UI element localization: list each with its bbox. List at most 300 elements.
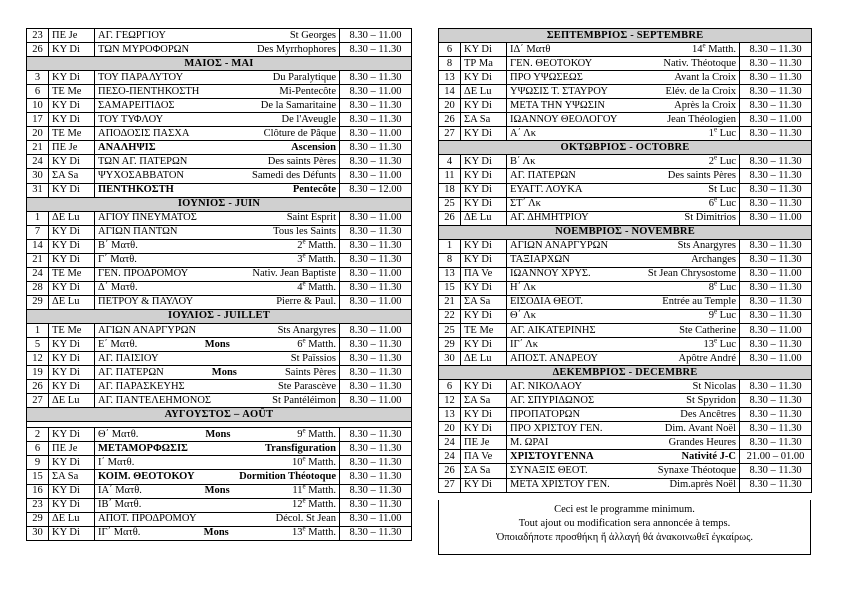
feast-greek: ΕΙΣΟΔΙΑ ΘΕΟΤ. (510, 296, 584, 308)
weekday: ΚΥ Di (461, 197, 507, 211)
service-time: 8.30 – 11.30 (340, 352, 412, 366)
feast-cell (507, 57, 740, 71)
weekday: ΔΕ Lu (49, 295, 95, 309)
feast-french (658, 465, 736, 477)
feast-names (510, 409, 736, 421)
feast-french-main: Elév. de la Croix (665, 85, 736, 97)
feast-french-main: St Georges (289, 29, 336, 41)
date-number: 13 (439, 267, 461, 281)
feast-greek: ΑΓΙΩΝ ΠΑΝΤΩΝ (98, 226, 178, 238)
feast-french (703, 339, 736, 351)
date-number: 27 (439, 127, 461, 141)
weekday: ΚΥ Di (49, 155, 95, 169)
feast-french (297, 429, 336, 441)
feast-greek: Ε΄ Ματθ. (98, 338, 138, 350)
service-time: 8.30 – 11.30 (740, 253, 812, 267)
weekday: ΤΕ Me (49, 267, 95, 281)
feast-greek: ΙΩΑΝΝΟΥ ΧΡΥΣ. (510, 268, 591, 280)
service-time: 8.30 – 11.30 (340, 43, 412, 57)
location-note: Mons (204, 485, 230, 497)
ordinal-suffix: e (713, 126, 718, 134)
weekday: ΚΥ Di (49, 338, 95, 352)
location-note: Mons (204, 338, 230, 350)
month-label: ΙΟΥΝΙΟΣ - JUIN (27, 197, 412, 211)
feast-greek: Θ΄ Λκ (510, 310, 537, 322)
feast-french-main: Ste Parascève (277, 380, 336, 392)
date-number: 1 (27, 323, 49, 337)
feast-greek: ΧΡΙΣΤΟΥΓΕΝΝΑ (510, 450, 594, 462)
date-number: 5 (27, 338, 49, 352)
weekday: ΚΥ Di (49, 456, 95, 470)
feast-greek: ΙΓ΄ Ματθ. (98, 527, 141, 539)
feast-greek: ΑΓ. ΑΙΚΑΤΕΡΙΝΗΣ (510, 324, 596, 336)
feast-french-main: 4 (297, 282, 303, 294)
feast-french-main: Ascension (291, 141, 336, 153)
ordinal-suffix: e (302, 253, 306, 260)
schedule-row (27, 323, 412, 337)
date-number: 11 (439, 169, 461, 183)
feast-greek: ΙΔ΄ Ματθ (510, 43, 551, 55)
schedule-row (27, 225, 412, 239)
feast-french (268, 156, 336, 168)
ordinal-suffix: e (302, 484, 306, 491)
feast-french (681, 451, 736, 463)
feast-french (674, 72, 736, 84)
feast-french (708, 184, 736, 196)
schedule-row (439, 113, 812, 127)
feast-french-main: St Nicolas (692, 380, 736, 392)
feast-greek: ΑΠΟΣΤ. ΑΝΔΡΕΟΥ (510, 352, 598, 364)
service-time: 8.30 – 11.30 (340, 366, 412, 380)
service-time: 8.30 – 11.30 (740, 464, 812, 478)
service-time: 8.30 – 11.00 (340, 394, 412, 408)
feast-french (670, 479, 736, 491)
date-number: 8 (439, 253, 461, 267)
feast-names (510, 44, 736, 56)
feast-greek: ΤΟΥ ΤΥΦΛΟΥ (98, 113, 164, 125)
location-note: Mons (203, 527, 229, 539)
feast-french-main: 14 (692, 43, 703, 55)
weekday: ΣΑ Sa (49, 169, 95, 183)
schedule-row (27, 380, 412, 394)
weekday: ΣΑ Sa (461, 295, 507, 309)
schedule-row (439, 380, 812, 394)
feast-french (692, 44, 736, 56)
feast-greek: ΠΡΟΠΑΤΟΡΩΝ (510, 408, 581, 420)
feast-french (252, 170, 336, 182)
schedule-row (439, 281, 812, 295)
feast-greek: ΑΠΟΤ. ΠΡΟΔΡΟΜΟΥ (98, 513, 197, 525)
feast-names (510, 465, 736, 477)
feast-french-main: 2 (297, 240, 303, 252)
date-number: 3 (27, 71, 49, 85)
feast-greek: ΠΡΟ ΧΡΙΣΤΟΥ ΓΕΝ. (510, 422, 603, 434)
feast-french-main: Entrée au Temple (662, 296, 736, 308)
feast-french-main: St Spyridon (686, 394, 736, 406)
feast-french-main: St Luc (708, 184, 736, 196)
feast-french (297, 339, 336, 351)
weekday: ΔΕ Lu (461, 85, 507, 99)
month-label: ΔΕΚΕΜΒΡΙΟΣ - DECEMBRE (439, 366, 812, 380)
feast-french (680, 409, 736, 421)
feast-french-main: 13 (292, 527, 303, 539)
feast-names (510, 310, 736, 322)
feast-french (666, 86, 736, 98)
schedule-row (27, 141, 412, 155)
schedule-row (27, 43, 412, 57)
feast-names (510, 268, 736, 280)
schedule-row (27, 512, 412, 526)
service-time: 8.30 – 11.00 (340, 267, 412, 281)
date-number: 6 (27, 85, 49, 99)
feast-names (98, 325, 336, 337)
feast-french-main: 13 (703, 338, 714, 350)
date-number: 26 (439, 464, 461, 478)
feast-french-main: Mi-Pentecôte (279, 85, 336, 97)
feast-greek: ΤΑΞΙΑΡΧΩΝ (510, 254, 570, 266)
feast-greek: ΥΨΩΣΙΣ Τ. ΣΤΑΥΡΟΥ (510, 85, 608, 97)
schedule-row (27, 352, 412, 366)
location-note: Mons (211, 366, 237, 378)
feast-greek: Γ΄ Ματθ. (98, 254, 137, 266)
schedule-row (27, 71, 412, 85)
feast-french (665, 423, 736, 435)
month-header (439, 366, 812, 380)
feast-french (273, 226, 336, 238)
date-number: 15 (27, 470, 49, 484)
schedule-row (27, 99, 412, 113)
weekday: ΚΥ Di (49, 183, 95, 197)
date-number: 30 (439, 352, 461, 366)
service-time: 8.30 – 11.30 (340, 99, 412, 113)
feast-greek: ΙΒ΄ Ματθ. (98, 499, 142, 511)
schedule-row (27, 394, 412, 408)
feast-names (510, 296, 736, 308)
ordinal-suffix: e (713, 337, 718, 345)
month-header (439, 29, 812, 43)
month-header (27, 197, 412, 211)
ordinal-suffix: e (302, 455, 306, 463)
feast-greek: ΠΕΤΡΟΥ & ΠΑΥΛΟΥ (98, 296, 194, 308)
feast-names (98, 72, 336, 84)
feast-cell (95, 225, 340, 239)
weekday: ΚΥ Di (461, 478, 507, 492)
weekday: ΚΥ Di (461, 239, 507, 253)
month-header (27, 57, 412, 71)
feast-french-main: Clôture de Pâque (263, 127, 336, 139)
schedule-row (27, 428, 412, 442)
feast-french (709, 282, 736, 294)
feast-french-tail: Matth. (705, 43, 736, 55)
feast-french (709, 128, 736, 140)
feast-french-main: Sts Anargyres (677, 240, 736, 252)
feast-names (510, 353, 736, 365)
ordinal-suffix: e (702, 42, 706, 50)
feast-names (98, 212, 336, 224)
feast-french (648, 268, 736, 280)
date-number: 1 (439, 239, 461, 253)
date-number: 13 (439, 408, 461, 422)
feast-french (290, 30, 336, 42)
feast-names (98, 282, 336, 294)
service-time: 8.30 – 11.30 (340, 498, 412, 512)
service-time: 8.30 – 11.30 (340, 442, 412, 456)
weekday: ΔΕ Lu (49, 512, 95, 526)
feast-french (278, 325, 336, 337)
feast-cell (507, 436, 740, 450)
feast-french-tail: Luc (717, 338, 736, 350)
feast-greek: ΑΓ. ΓΕΩΡΓΙΟΥ (98, 29, 166, 41)
feast-greek: Β΄ Λκ (510, 155, 536, 167)
feast-french-main: 6 (297, 338, 303, 350)
schedule-row (439, 267, 812, 281)
service-time: 8.30 – 11.30 (740, 127, 812, 141)
schedule-row (27, 267, 412, 281)
feast-french (663, 58, 736, 70)
feast-french-main: Dim. Avant Noël (664, 422, 736, 434)
service-time: 8.30 – 11.00 (340, 323, 412, 337)
weekday: ΚΥ Di (49, 484, 95, 498)
feast-french-main: 8 (708, 282, 714, 294)
feast-french (297, 254, 336, 266)
feast-cell (507, 267, 740, 281)
date-number: 13 (439, 71, 461, 85)
date-number: 24 (439, 436, 461, 450)
feast-french-main: Des saints Pères (267, 155, 336, 167)
weekday: ΚΥ Di (49, 99, 95, 113)
date-number: 8 (439, 57, 461, 71)
feast-cell (507, 309, 740, 323)
schedule-row (27, 498, 412, 512)
service-time: 8.30 – 11.00 (740, 352, 812, 366)
feast-greek: Θ΄ Ματθ. (98, 428, 139, 440)
feast-french-main: Décol. St Jean (275, 513, 336, 525)
date-number: 30 (27, 526, 49, 540)
feast-names (98, 443, 336, 455)
feast-cell (507, 450, 740, 464)
service-time: 8.30 – 11.00 (340, 29, 412, 43)
schedule-row (439, 211, 812, 225)
service-time: 8.30 – 11.30 (340, 225, 412, 239)
weekday: ΚΥ Di (49, 366, 95, 380)
date-number: 9 (27, 456, 49, 470)
feast-names (98, 367, 336, 379)
feast-french (282, 114, 336, 126)
feast-french (674, 100, 736, 112)
feast-cell (95, 295, 340, 309)
feast-cell (507, 239, 740, 253)
weekday: ΔΕ Lu (49, 211, 95, 225)
weekday: ΔΕ Lu (49, 394, 95, 408)
feast-cell (507, 99, 740, 113)
feast-french (297, 282, 336, 294)
feast-names (98, 381, 336, 393)
feast-names (98, 471, 336, 483)
service-time: 8.30 – 11.00 (340, 169, 412, 183)
service-time: 8.30 – 11.30 (340, 484, 412, 498)
weekday: ΠΕ Je (49, 141, 95, 155)
feast-greek: Ι΄ Ματθ. (98, 456, 135, 468)
date-number: 4 (439, 155, 461, 169)
feast-french-main: Saint Esprit (286, 212, 336, 224)
feast-greek: ΓΕΝ. ΠΡΟΔΡΟΜΟΥ (98, 268, 189, 280)
feast-french (287, 212, 336, 224)
service-time: 8.30 – 11.00 (340, 295, 412, 309)
service-time: 8.30 – 11.00 (740, 267, 812, 281)
date-number: 1 (27, 211, 49, 225)
feast-french-main: Pierre & Paul. (276, 296, 336, 308)
service-time: 8.30 – 11.30 (740, 183, 812, 197)
feast-cell (507, 155, 740, 169)
service-time: 8.30 – 11.30 (740, 394, 812, 408)
schedule-row (439, 197, 812, 211)
weekday: ΔΕ Lu (461, 352, 507, 366)
weekday: ΣΑ Sa (461, 394, 507, 408)
service-time: 8.30 – 11.30 (340, 239, 412, 253)
feast-french-main: 3 (297, 254, 303, 266)
feast-french (679, 325, 736, 337)
date-number: 12 (27, 352, 49, 366)
feast-french-main: Dim.après Noël (669, 479, 736, 491)
feast-cell (95, 43, 340, 57)
feast-names (510, 339, 736, 351)
feast-cell (95, 394, 340, 408)
feast-french-main: Sts Anargyres (277, 324, 336, 336)
feast-french (273, 72, 336, 84)
feast-cell (507, 71, 740, 85)
feast-french (292, 499, 336, 511)
schedule-row (439, 450, 812, 464)
feast-cell (507, 183, 740, 197)
date-number: 23 (27, 498, 49, 512)
weekday: ΔΕ Lu (461, 211, 507, 225)
feast-french-main: St Dimitrios (684, 212, 736, 224)
date-number: 24 (27, 267, 49, 281)
weekday: ΚΥ Di (461, 253, 507, 267)
weekday: ΚΥ Di (461, 338, 507, 352)
feast-french-tail: Luc (717, 198, 736, 210)
feast-cell (95, 366, 340, 380)
feast-greek: ΑΓ. ΠΑΤΕΡΩΝ (510, 169, 576, 181)
feast-greek: ΣΤ΄ Λκ (510, 198, 541, 210)
schedule-row (439, 309, 812, 323)
feast-names (510, 86, 736, 98)
feast-cell (95, 211, 340, 225)
feast-names (98, 395, 336, 407)
feast-cell (507, 352, 740, 366)
feast-names (510, 325, 736, 337)
feast-names (98, 128, 336, 140)
service-time: 8.30 – 11.30 (340, 141, 412, 155)
feast-greek: ΣΥΝΑΞΙΣ ΘΕΟΤ. (510, 464, 588, 476)
feast-greek: ΙΓ΄ Λκ (510, 338, 539, 350)
service-time: 8.30 – 11.30 (740, 43, 812, 57)
feast-french (252, 268, 336, 280)
date-number: 26 (439, 211, 461, 225)
date-number: 29 (27, 512, 49, 526)
feast-cell (507, 464, 740, 478)
feast-greek: ΙΩΑΝΝΟΥ ΘΕΟΛΟΓΟΥ (510, 113, 618, 125)
weekday: ΠΕ Je (461, 436, 507, 450)
feast-french-main: Des saints Pères (667, 169, 736, 181)
date-number: 18 (439, 183, 461, 197)
ordinal-suffix: e (713, 281, 718, 288)
feast-cell (95, 352, 340, 366)
schedule-row (439, 169, 812, 183)
ordinal-suffix: e (302, 526, 306, 533)
schedule-row (27, 442, 412, 456)
feast-cell (95, 470, 340, 484)
weekday: ΚΥ Di (461, 169, 507, 183)
feast-names (98, 457, 336, 469)
feast-names (98, 114, 336, 126)
service-time: 8.30 – 11.30 (740, 85, 812, 99)
date-number: 29 (439, 338, 461, 352)
feast-french (668, 170, 736, 182)
feast-names (510, 254, 736, 266)
notes-box (438, 500, 811, 555)
date-number: 31 (27, 183, 49, 197)
feast-french-main: Samedi des Défunts (252, 169, 336, 181)
feast-greek: ΣΑΜΑΡΕΙΤΙΔΟΣ (98, 99, 175, 111)
note-line: Tout ajout ou modification sera annoncée à temps. (518, 518, 731, 529)
schedule-row (439, 352, 812, 366)
feast-french-tail: Matth. (305, 240, 336, 252)
feast-names (98, 100, 336, 112)
date-number: 26 (27, 43, 49, 57)
weekday: ΚΥ Di (461, 408, 507, 422)
feast-french (693, 381, 736, 393)
schedule-row (27, 155, 412, 169)
feast-greek: ΑΠΟΔΟΣΙΣ ΠΑΣΧΑ (98, 127, 190, 139)
feast-cell (507, 295, 740, 309)
weekday: ΚΥ Di (461, 43, 507, 57)
feast-french-main: Après la Croix (674, 99, 736, 111)
date-number: 24 (27, 155, 49, 169)
ordinal-suffix: e (302, 427, 306, 435)
feast-cell (507, 394, 740, 408)
weekday: ΚΥ Di (461, 71, 507, 85)
weekday: ΚΥ Di (461, 155, 507, 169)
feast-greek: ΤΩΝ ΜΥΡΟΦΟΡΩΝ (98, 43, 190, 55)
feast-cell (507, 169, 740, 183)
feast-greek: ΓΕΝ. ΘΕΟΤΟΚΟΥ (510, 57, 593, 69)
feast-greek: ΜΕΤΑ ΤΗΝ ΥΨΩΣΙΝ (510, 99, 605, 111)
service-time: 8.30 – 11.30 (340, 113, 412, 127)
date-number: 14 (439, 85, 461, 99)
service-time: 8.30 – 11.30 (740, 169, 812, 183)
schedule-row (27, 526, 412, 540)
feast-french-tail: Matth. (305, 527, 336, 539)
month-label: ΣΕΠΤΕΜΒΡΙΟΣ - SEPTEMBRE (439, 29, 812, 43)
feast-greek: Δ΄ Ματθ. (98, 282, 138, 294)
ordinal-suffix: e (302, 498, 306, 505)
schedule-row (27, 253, 412, 267)
feast-french-main: Saints Pères (284, 366, 336, 378)
weekday: ΚΥ Di (49, 526, 95, 540)
schedule-row (439, 99, 812, 113)
feast-names (510, 395, 736, 407)
feast-french-tail: Matth. (305, 499, 336, 511)
weekday: ΠΑ Ve (461, 450, 507, 464)
date-number: 26 (439, 113, 461, 127)
feast-french-tail: Luc (717, 127, 736, 139)
feast-cell (507, 478, 740, 492)
date-number: 29 (27, 295, 49, 309)
service-time: 8.30 – 11.30 (740, 436, 812, 450)
service-time: 8.30 – 11.00 (340, 211, 412, 225)
feast-french-tail: Matth. (305, 428, 336, 440)
